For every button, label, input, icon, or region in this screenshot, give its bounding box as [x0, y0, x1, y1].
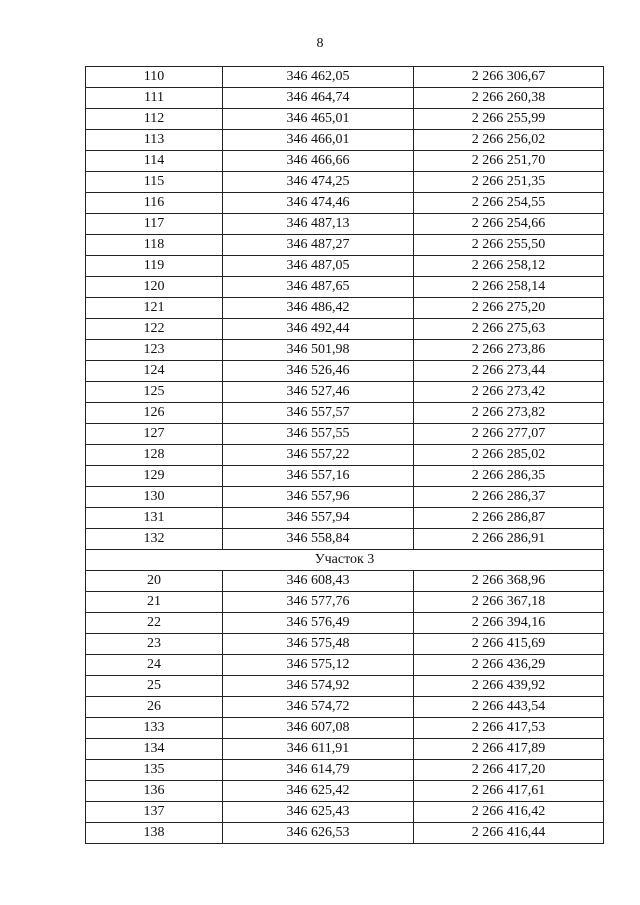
- point-number-cell: 127: [86, 424, 223, 445]
- point-number-cell: 138: [86, 823, 223, 844]
- table-row: [86, 655, 604, 676]
- point-number-cell: 136: [86, 781, 223, 802]
- x-coordinate-cell: 346 465,01: [223, 109, 414, 130]
- table-row: [86, 529, 604, 550]
- point-number-cell: 26: [86, 697, 223, 718]
- x-coordinate-cell: 346 611,91: [223, 739, 414, 760]
- x-coordinate-cell: 346 574,92: [223, 676, 414, 697]
- x-coordinate-cell: 346 557,96: [223, 487, 414, 508]
- x-coordinate-cell: 346 487,13: [223, 214, 414, 235]
- y-coordinate-cell: 2 266 277,07: [414, 424, 604, 445]
- point-number-cell: 111: [86, 88, 223, 109]
- point-number-cell: 20: [86, 571, 223, 592]
- table-row: [86, 277, 604, 298]
- point-number-cell: 113: [86, 130, 223, 151]
- y-coordinate-cell: 2 266 367,18: [414, 592, 604, 613]
- x-coordinate-cell: 346 492,44: [223, 319, 414, 340]
- table-row: [86, 487, 604, 508]
- point-number-cell: 22: [86, 613, 223, 634]
- x-coordinate-cell: 346 487,65: [223, 277, 414, 298]
- y-coordinate-cell: 2 266 273,86: [414, 340, 604, 361]
- x-coordinate-cell: 346 474,46: [223, 193, 414, 214]
- table-row: [86, 67, 604, 88]
- point-number-cell: 123: [86, 340, 223, 361]
- x-coordinate-cell: 346 527,46: [223, 382, 414, 403]
- x-coordinate-cell: 346 466,66: [223, 151, 414, 172]
- x-coordinate-cell: 346 575,12: [223, 655, 414, 676]
- y-coordinate-cell: 2 266 286,37: [414, 487, 604, 508]
- point-number-cell: 118: [86, 235, 223, 256]
- x-coordinate-cell: 346 526,46: [223, 361, 414, 382]
- page-number: 8: [316, 36, 324, 51]
- table-row: [86, 676, 604, 697]
- y-coordinate-cell: 2 266 443,54: [414, 697, 604, 718]
- y-coordinate-cell: 2 266 254,66: [414, 214, 604, 235]
- section-header-row: [86, 550, 604, 571]
- x-coordinate-cell: 346 462,05: [223, 67, 414, 88]
- x-coordinate-cell: 346 501,98: [223, 340, 414, 361]
- x-coordinate-cell: 346 474,25: [223, 172, 414, 193]
- x-coordinate-cell: 346 607,08: [223, 718, 414, 739]
- table-row: [86, 235, 604, 256]
- x-coordinate-cell: 346 625,43: [223, 802, 414, 823]
- table-row: [86, 781, 604, 802]
- x-coordinate-cell: 346 557,22: [223, 445, 414, 466]
- point-number-cell: 137: [86, 802, 223, 823]
- y-coordinate-cell: 2 266 416,44: [414, 823, 604, 844]
- y-coordinate-cell: 2 266 258,14: [414, 277, 604, 298]
- y-coordinate-cell: 2 266 417,53: [414, 718, 604, 739]
- x-coordinate-cell: 346 557,55: [223, 424, 414, 445]
- y-coordinate-cell: 2 266 254,55: [414, 193, 604, 214]
- table-row: [86, 508, 604, 529]
- y-coordinate-cell: 2 266 273,42: [414, 382, 604, 403]
- table-row: [86, 634, 604, 655]
- x-coordinate-cell: 346 625,42: [223, 781, 414, 802]
- section-title: Участок 3: [86, 550, 604, 571]
- point-number-cell: 125: [86, 382, 223, 403]
- y-coordinate-cell: 2 266 416,42: [414, 802, 604, 823]
- x-coordinate-cell: 346 575,48: [223, 634, 414, 655]
- x-coordinate-cell: 346 487,27: [223, 235, 414, 256]
- x-coordinate-cell: 346 574,72: [223, 697, 414, 718]
- x-coordinate-cell: 346 614,79: [223, 760, 414, 781]
- table-row: [86, 256, 604, 277]
- y-coordinate-cell: 2 266 255,50: [414, 235, 604, 256]
- table-row: [86, 193, 604, 214]
- x-coordinate-cell: 346 558,84: [223, 529, 414, 550]
- y-coordinate-cell: 2 266 368,96: [414, 571, 604, 592]
- y-coordinate-cell: 2 266 275,20: [414, 298, 604, 319]
- y-coordinate-cell: 2 266 273,44: [414, 361, 604, 382]
- y-coordinate-cell: 2 266 415,69: [414, 634, 604, 655]
- table-row: [86, 172, 604, 193]
- table-row: [86, 739, 604, 760]
- y-coordinate-cell: 2 266 273,82: [414, 403, 604, 424]
- table-row: [86, 130, 604, 151]
- y-coordinate-cell: 2 266 286,35: [414, 466, 604, 487]
- point-number-cell: 120: [86, 277, 223, 298]
- x-coordinate-cell: 346 626,53: [223, 823, 414, 844]
- table-row: [86, 802, 604, 823]
- point-number-cell: 129: [86, 466, 223, 487]
- y-coordinate-cell: 2 266 417,61: [414, 781, 604, 802]
- y-coordinate-cell: 2 266 260,38: [414, 88, 604, 109]
- point-number-cell: 128: [86, 445, 223, 466]
- coordinates-table: [85, 66, 604, 844]
- table-row: [86, 403, 604, 424]
- x-coordinate-cell: 346 557,94: [223, 508, 414, 529]
- y-coordinate-cell: 2 266 436,29: [414, 655, 604, 676]
- table-row: [86, 613, 604, 634]
- point-number-cell: 133: [86, 718, 223, 739]
- table-row: [86, 697, 604, 718]
- point-number-cell: 131: [86, 508, 223, 529]
- point-number-cell: 24: [86, 655, 223, 676]
- y-coordinate-cell: 2 266 417,20: [414, 760, 604, 781]
- x-coordinate-cell: 346 466,01: [223, 130, 414, 151]
- table-row: [86, 718, 604, 739]
- x-coordinate-cell: 346 576,49: [223, 613, 414, 634]
- point-number-cell: 25: [86, 676, 223, 697]
- point-number-cell: 130: [86, 487, 223, 508]
- table-row: [86, 88, 604, 109]
- coordinates-table-body: [86, 67, 604, 844]
- y-coordinate-cell: 2 266 256,02: [414, 130, 604, 151]
- point-number-cell: 110: [86, 67, 223, 88]
- y-coordinate-cell: 2 266 306,67: [414, 67, 604, 88]
- table-row: [86, 109, 604, 130]
- y-coordinate-cell: 2 266 286,91: [414, 529, 604, 550]
- x-coordinate-cell: 346 486,42: [223, 298, 414, 319]
- table-row: [86, 424, 604, 445]
- y-coordinate-cell: 2 266 275,63: [414, 319, 604, 340]
- point-number-cell: 124: [86, 361, 223, 382]
- point-number-cell: 132: [86, 529, 223, 550]
- y-coordinate-cell: 2 266 394,16: [414, 613, 604, 634]
- table-row: [86, 382, 604, 403]
- table-row: [86, 823, 604, 844]
- point-number-cell: 116: [86, 193, 223, 214]
- point-number-cell: 122: [86, 319, 223, 340]
- table-row: [86, 361, 604, 382]
- y-coordinate-cell: 2 266 258,12: [414, 256, 604, 277]
- x-coordinate-cell: 346 608,43: [223, 571, 414, 592]
- y-coordinate-cell: 2 266 251,35: [414, 172, 604, 193]
- point-number-cell: 121: [86, 298, 223, 319]
- x-coordinate-cell: 346 557,16: [223, 466, 414, 487]
- table-row: [86, 319, 604, 340]
- point-number-cell: 126: [86, 403, 223, 424]
- table-row: [86, 592, 604, 613]
- table-row: [86, 445, 604, 466]
- x-coordinate-cell: 346 464,74: [223, 88, 414, 109]
- table-row: [86, 298, 604, 319]
- table-row: [86, 214, 604, 235]
- y-coordinate-cell: 2 266 251,70: [414, 151, 604, 172]
- table-row: [86, 571, 604, 592]
- point-number-cell: 119: [86, 256, 223, 277]
- y-coordinate-cell: 2 266 255,99: [414, 109, 604, 130]
- point-number-cell: 112: [86, 109, 223, 130]
- table-row: [86, 340, 604, 361]
- point-number-cell: 134: [86, 739, 223, 760]
- point-number-cell: 115: [86, 172, 223, 193]
- point-number-cell: 117: [86, 214, 223, 235]
- x-coordinate-cell: 346 487,05: [223, 256, 414, 277]
- y-coordinate-cell: 2 266 286,87: [414, 508, 604, 529]
- point-number-cell: 21: [86, 592, 223, 613]
- point-number-cell: 135: [86, 760, 223, 781]
- point-number-cell: 23: [86, 634, 223, 655]
- y-coordinate-cell: 2 266 285,02: [414, 445, 604, 466]
- x-coordinate-cell: 346 557,57: [223, 403, 414, 424]
- x-coordinate-cell: 346 577,76: [223, 592, 414, 613]
- y-coordinate-cell: 2 266 417,89: [414, 739, 604, 760]
- point-number-cell: 114: [86, 151, 223, 172]
- y-coordinate-cell: 2 266 439,92: [414, 676, 604, 697]
- table-row: [86, 466, 604, 487]
- table-row: [86, 760, 604, 781]
- table-row: [86, 151, 604, 172]
